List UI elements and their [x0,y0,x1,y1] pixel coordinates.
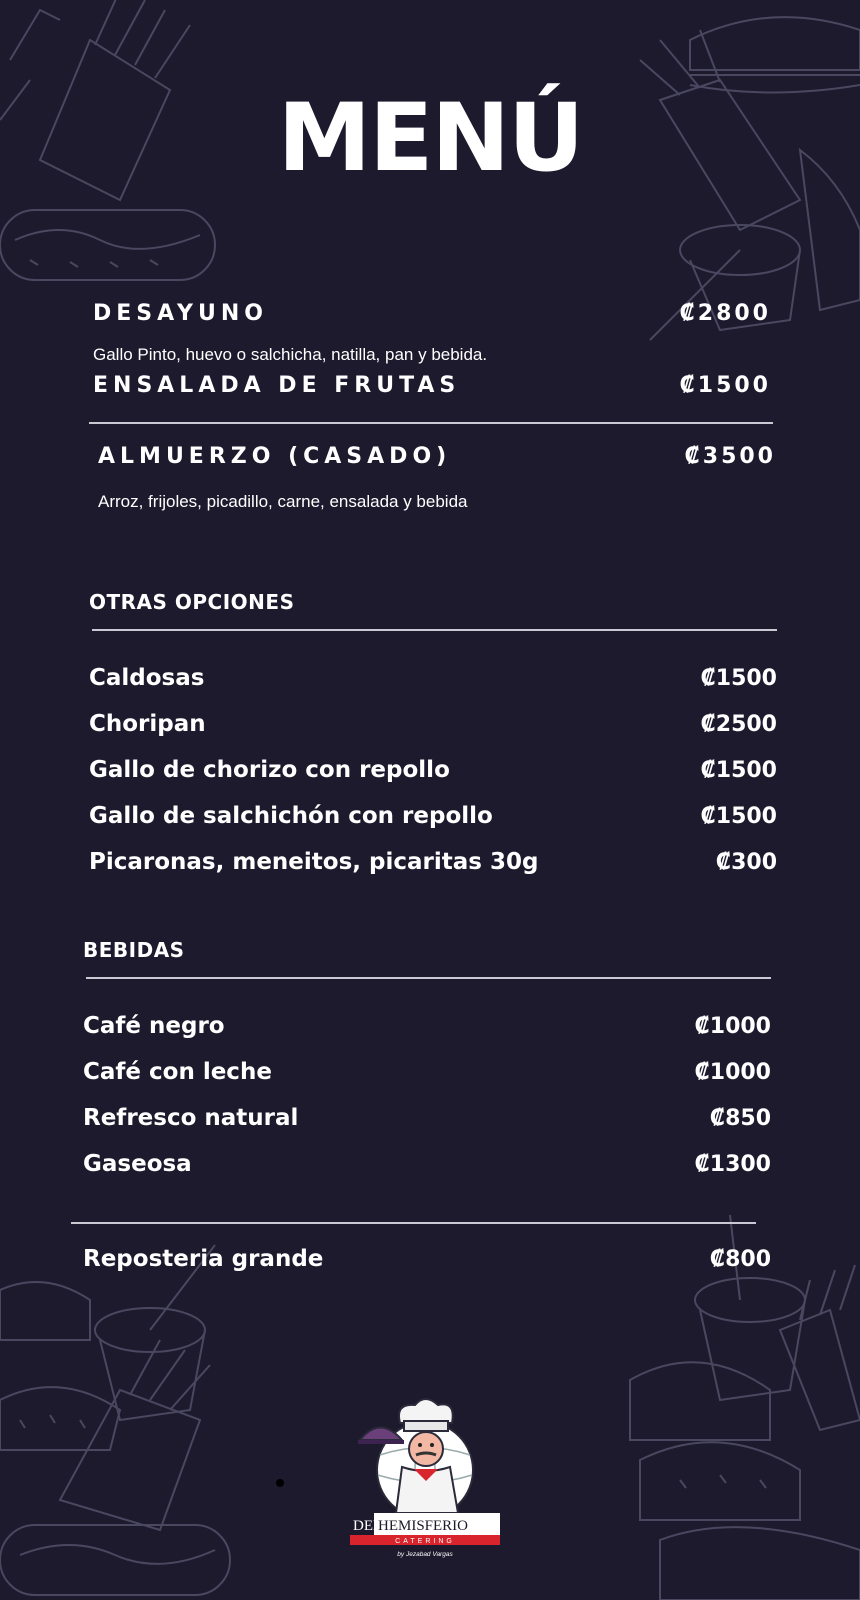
item-name: Choripan [89,711,206,737]
decorative-dot [276,1479,284,1487]
menu-item [89,665,777,691]
item-name: ALMUERZO (CASADO) [98,444,452,469]
menu-item [89,803,777,829]
divider [71,1222,756,1224]
hotdog-icon [0,210,215,280]
del-hemisferio-catering-logo [350,1395,500,1565]
fries-icon [60,1340,210,1530]
item-price: ₡1500 [700,758,777,783]
item-price: ₡1500 [700,666,777,691]
item-price: ₡3500 [684,444,776,469]
item-name: Gallo de salchichón con repollo [89,803,493,829]
item-price: ₡1300 [694,1152,771,1177]
item-price: ₡1000 [694,1014,771,1039]
item-price: ₡2800 [679,301,771,326]
logo-brand-left: DEL [353,1518,383,1534]
item-name: Refresco natural [83,1105,299,1131]
divider [92,629,777,631]
divider [86,977,771,979]
divider [89,422,773,424]
item-name: ENSALADA DE FRUTAS [93,373,461,398]
featured-item-almuerzo [98,444,776,469]
featured-item-desayuno [93,301,771,326]
item-description: Gallo Pinto, huevo o salchicha, natilla, pan y bebida. [93,345,488,364]
item-name: Caldosas [89,665,205,691]
menu-item [83,1013,771,1039]
item-name: DESAYUNO [93,301,268,326]
fries-icon [780,1265,860,1430]
item-price: ₡1500 [700,804,777,829]
item-name: Picaronas, meneitos, picaritas 30g [89,849,539,875]
section-heading-otras: OTRAS OPCIONES [89,590,295,614]
menu-item [83,1151,771,1177]
item-price: ₡800 [709,1247,771,1272]
item-name: Café con leche [83,1059,272,1085]
burger-icon [630,1362,860,1600]
item-price: ₡300 [715,850,777,875]
item-price: ₡850 [709,1106,771,1131]
menu-item-reposteria [83,1246,771,1272]
menu-item [89,711,777,737]
item-price: ₡1500 [679,373,771,398]
logo-brand-right: HEMISFERIO [378,1518,469,1534]
cup-icon [695,1215,805,1400]
item-name: Reposteria grande [83,1246,324,1272]
menu-item [83,1105,771,1131]
hotdog-icon [0,1525,230,1595]
item-name: Gaseosa [83,1151,192,1177]
item-price: ₡2500 [700,712,777,737]
featured-item-ensalada [93,373,771,398]
item-name: Café negro [83,1013,225,1039]
menu-item [89,757,777,783]
item-price: ₡1000 [694,1060,771,1085]
menu-item [83,1059,771,1085]
section-heading-bebidas: BEBIDAS [83,938,185,962]
menu-item [89,849,777,875]
item-description: Arroz, frijoles, picadillo, carne, ensalada y bebida [98,492,468,511]
item-name: Gallo de chorizo con repollo [89,757,450,783]
menu-title: MENÚ [277,84,583,193]
logo-sub: CATERING [395,1538,455,1545]
logo-byline: by Jezabad Vargas [397,1551,453,1558]
